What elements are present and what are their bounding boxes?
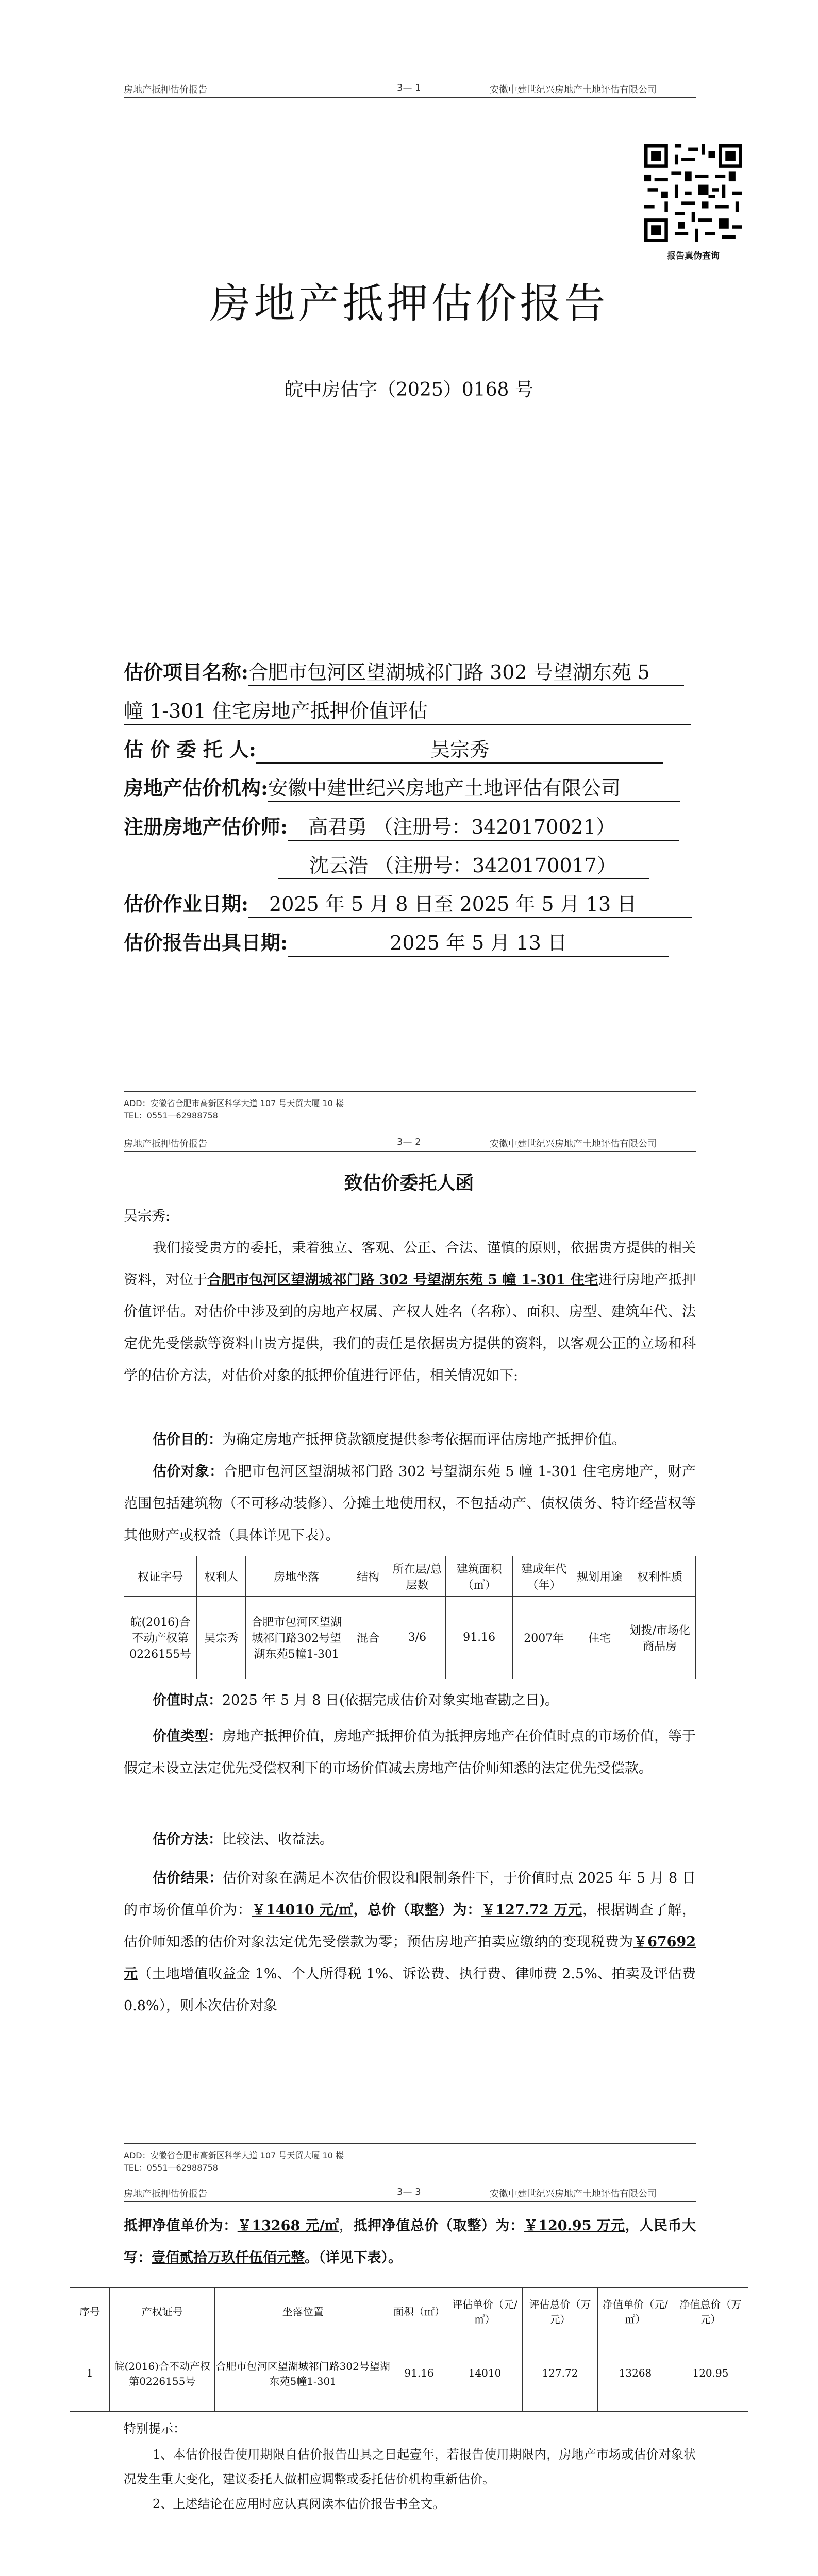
appraiser-label: 注册房地产估价师: — [124, 815, 288, 838]
market-unit-price: ￥14010 元/㎡ — [252, 1902, 354, 1918]
value-type-paragraph — [124, 1721, 696, 1785]
net-total-upper: 壹佰贰拾万玖仟伍佰元整 — [152, 2250, 305, 2266]
table-header-cell: 评估单价（元/㎡） — [447, 2288, 523, 2334]
table-cell: 皖(2016)合不动产权第0226155号 — [124, 1597, 197, 1679]
page-number: 3— 1 — [397, 82, 421, 93]
page-header-right: 安徽中建世纪兴房地产土地评估有限公司 — [490, 1139, 657, 1149]
table-header-cell: 权利性质 — [624, 1556, 696, 1597]
footer-address-1 — [124, 1097, 344, 1122]
table-cell: 划拨/市场化商品房 — [624, 1597, 696, 1679]
letter-paragraph-1 — [124, 1232, 696, 1392]
page-header-right: 安徽中建世纪兴房地产土地评估有限公司 — [490, 84, 657, 95]
footer-rule — [124, 2143, 696, 2144]
qr-code-icon[interactable] — [644, 144, 742, 242]
result-text: ， — [339, 2218, 354, 2234]
result-paragraph-cont — [124, 2210, 696, 2274]
purpose-paragraph — [124, 1424, 696, 1456]
table-cell: 13268 — [597, 2334, 673, 2412]
appraiser-2: 沈云浩 （注册号：3420170017） — [278, 853, 649, 879]
agency-field — [124, 775, 680, 802]
method-paragraph — [124, 1824, 696, 1856]
object-value: 合肥市包河区望湖城祁门路 302 号望湖东苑 5 幢 1-301 住宅房地产，财产范围包括建筑物（不可移动装修）、分摊土地使用权，不包括动产、债权债务、特许经营权等其他财产或权益（具体详见下表）。 — [124, 1464, 696, 1544]
table-header-cell: 评估总价（万元） — [523, 2288, 598, 2334]
value-date-label: 价值时点： — [153, 1692, 222, 1708]
table-cell: 91.16 — [445, 1597, 512, 1679]
table-cell: 合肥市包河区望湖城祁门路302号望湖东苑5幢1-301 — [215, 2334, 391, 2412]
notes-title: 特别提示： — [124, 2421, 186, 2436]
table-cell: 吴宗秀 — [197, 1597, 246, 1679]
result-text: 估价对象在满足本次估价假设和限制条件下，于价值时点 2025 年 5 月 8 日的市场价值单价为： — [124, 1870, 696, 1918]
report-title: 房地产抵押估价报告 — [209, 280, 609, 328]
table-cell: 混合 — [347, 1597, 389, 1679]
project-name-field-cont — [124, 698, 691, 725]
result-text: （土地增值收益金 1%、个人所得税 1%、诉讼费、执行费、律师费 2.5%、拍卖及评估费 0.8%），则本次估价对象 — [124, 1966, 696, 2014]
table-header-cell: 权证字号 — [124, 1556, 197, 1597]
table-cell: 14010 — [447, 2334, 523, 2412]
header-rule — [124, 2201, 696, 2202]
method-label: 估价方法： — [153, 1832, 222, 1848]
liquidation-tax: ￥67692 元 — [124, 1934, 696, 1982]
result-text: 抵押净值单价为： — [124, 2218, 238, 2234]
purpose-value: 为确定房地产抵押贷款额度提供参考依据而评估房地产抵押价值。 — [222, 1432, 626, 1448]
property-table — [124, 1556, 696, 1679]
table-header-row — [124, 1556, 696, 1597]
page-header-right: 安徽中建世纪兴房地产土地评估有限公司 — [490, 2189, 657, 2199]
appraiser-1: 高君勇 （注册号：3420170021） — [288, 814, 679, 841]
value-date-paragraph — [124, 1685, 696, 1717]
work-date-label: 估价作业日期: — [124, 892, 249, 916]
appraiser-field-2 — [278, 853, 649, 879]
table-header-cell: 坐落位置 — [215, 2288, 391, 2334]
table-header-cell: 净值总价（万元） — [673, 2288, 748, 2334]
result-text: ，总价（取整）为： — [353, 1902, 481, 1918]
report-number: 皖中房估字（2025）0168 号 — [285, 379, 533, 400]
table-header-cell: 序号 — [70, 2288, 110, 2334]
appraiser-field — [124, 814, 679, 841]
table-header-cell: 产权证号 — [110, 2288, 215, 2334]
table-cell: 皖(2016)合不动产权第0226155号 — [110, 2334, 215, 2412]
table-cell: 3/6 — [389, 1597, 445, 1679]
work-date-field — [124, 891, 692, 918]
table-header-cell: 建成年代（年） — [513, 1556, 575, 1597]
p1-text-a: 我们接受贵方的委托，秉着独立、客观、公正、合法、谨慎的原则，依据贵方提供的相关资料，对位于 — [124, 1240, 696, 1288]
table-cell: 住宅 — [575, 1597, 624, 1679]
footer-addr: ADD：安徽省合肥市高新区科学大道 107 号天贸大厦 10 楼 — [124, 2150, 344, 2160]
page-header-left: 房地产抵押估价报告 — [124, 1139, 207, 1149]
table-cell: 127.72 — [523, 2334, 598, 2412]
project-name-field — [124, 659, 684, 686]
footer-tel: TEL：0551—62988758 — [124, 2163, 218, 2173]
object-label: 估价对象： — [153, 1464, 224, 1480]
issue-date-field — [124, 930, 669, 957]
letter-title: 致估价委托人函 — [344, 1172, 474, 1194]
agency-label: 房地产估价机构: — [124, 776, 269, 800]
table-row — [70, 2334, 748, 2412]
table-header-cell: 净值单价（元/㎡） — [597, 2288, 673, 2334]
p1-text-c: 进行房地产抵押价值评估。对估价中涉及到的房地产权属、产权人姓名（名称）、面积、房型、建筑年代、法定优先受偿款等资料由贵方提供，我们的责任是依据贵方提供的资料，以客观公正的立场和科学的估价方法，对估价对象的抵押价值进行评估，相关情况如下: — [124, 1272, 696, 1384]
table-row — [124, 1597, 696, 1679]
purpose-label: 估价目的： — [153, 1432, 222, 1448]
page-number: 3— 2 — [397, 1137, 421, 1147]
footer-tel: TEL：0551—62988758 — [124, 1111, 218, 1121]
table-cell: 2007年 — [513, 1597, 575, 1679]
table-cell: 合肥市包河区望湖城祁门路302号望湖东苑5幢1-301 — [246, 1597, 347, 1679]
page-header-left: 房地产抵押估价报告 — [124, 2189, 207, 2199]
result-text: 。 — [305, 2250, 319, 2266]
result-label: 估价结果： — [153, 1870, 223, 1886]
table-header-cell: 所在层/总层数 — [389, 1556, 445, 1597]
note-1: 1、本估价报告使用期限自估价报告出具之日起壹年，若报告使用期限内，房地产市场或估价对象状况发生重大变化，建议委托人做相应调整或委托估价机构重新估价。 — [124, 2447, 696, 2486]
table-cell: 91.16 — [391, 2334, 447, 2412]
market-total-price: ￥127.72 万元 — [481, 1902, 582, 1918]
page-header-left: 房地产抵押估价报告 — [124, 84, 207, 95]
salutation: 吴宗秀: — [124, 1208, 171, 1224]
table-header-cell: 房地坐落 — [246, 1556, 347, 1597]
net-total-price: ￥120.95 万元 — [524, 2218, 625, 2234]
footer-rule — [124, 1091, 696, 1092]
page-number: 3— 3 — [397, 2187, 421, 2197]
table-header-cell: 面积（㎡） — [391, 2288, 447, 2334]
project-label: 估价项目名称: — [124, 660, 249, 684]
header-rule — [124, 97, 696, 98]
note-2: 2、上述结论在应用时应认真阅读本估价报告书全文。 — [153, 2497, 445, 2511]
result-text: ，人民币大写： — [124, 2218, 696, 2266]
table-header-cell: 权利人 — [197, 1556, 246, 1597]
client-label: 估 价 委 托 人: — [124, 738, 256, 761]
result-text: （详见下表）。 — [319, 2250, 402, 2266]
result-text: 抵押净值总价（取整）为： — [353, 2218, 524, 2234]
work-date-value: 2025 年 5 月 8 日至 2025 年 5 月 13 日 — [248, 891, 692, 918]
method-value: 比较法、收益法。 — [222, 1832, 333, 1848]
result-paragraph — [124, 1862, 696, 2022]
table-cell: 1 — [70, 2334, 110, 2412]
table-header-cell: 结构 — [347, 1556, 389, 1597]
value-type-label: 价值类型： — [153, 1728, 223, 1744]
client-value: 吴宗秀 — [256, 737, 663, 764]
table-header-cell: 规划用途 — [575, 1556, 624, 1597]
result-text: ，根据调查了解，估价师知悉的估价对象法定优先受偿款为零；预估房地产拍卖应缴纳的变现税费为 — [124, 1902, 696, 1950]
footer-address-2 — [124, 2149, 344, 2174]
value-date-value: 2025 年 5 月 8 日(依据完成估价对象实地查勘之日)。 — [222, 1692, 559, 1708]
agency-value: 安徽中建世纪兴房地产土地评估有限公司 — [268, 775, 680, 802]
table-header-cell: 建筑面积（㎡） — [445, 1556, 512, 1597]
client-field — [124, 737, 663, 764]
net-unit-price: ￥13268 元/㎡ — [237, 2218, 339, 2234]
table-cell: 120.95 — [673, 2334, 748, 2412]
p1-subject: 合肥市包河区望湖城祁门路 302 号望湖东苑 5 幢 1-301 住宅 — [207, 1272, 598, 1288]
qr-caption: 报告真伪查询 — [667, 251, 720, 261]
issue-date-label: 估价报告出具日期: — [124, 931, 288, 954]
value-type-value: 房地产抵押价值，房地产抵押价值为抵押房地产在价值时点的市场价值，等于假定未设立法定优先受偿权利下的市场价值减去房地产估价师知悉的法定优先受偿款。 — [124, 1728, 696, 1776]
issue-date-value: 2025 年 5 月 13 日 — [288, 930, 669, 957]
header-rule — [124, 1151, 696, 1152]
project-value-line2: 幢 1-301 住宅房地产抵押价值评估 — [124, 698, 691, 725]
object-paragraph — [124, 1456, 696, 1552]
project-value-line1: 合肥市包河区望湖城祁门路 302 号望湖东苑 5 — [248, 659, 684, 686]
result-table — [70, 2287, 748, 2412]
table-header-row — [70, 2288, 748, 2334]
footer-addr: ADD：安徽省合肥市高新区科学大道 107 号天贸大厦 10 楼 — [124, 1098, 344, 1108]
